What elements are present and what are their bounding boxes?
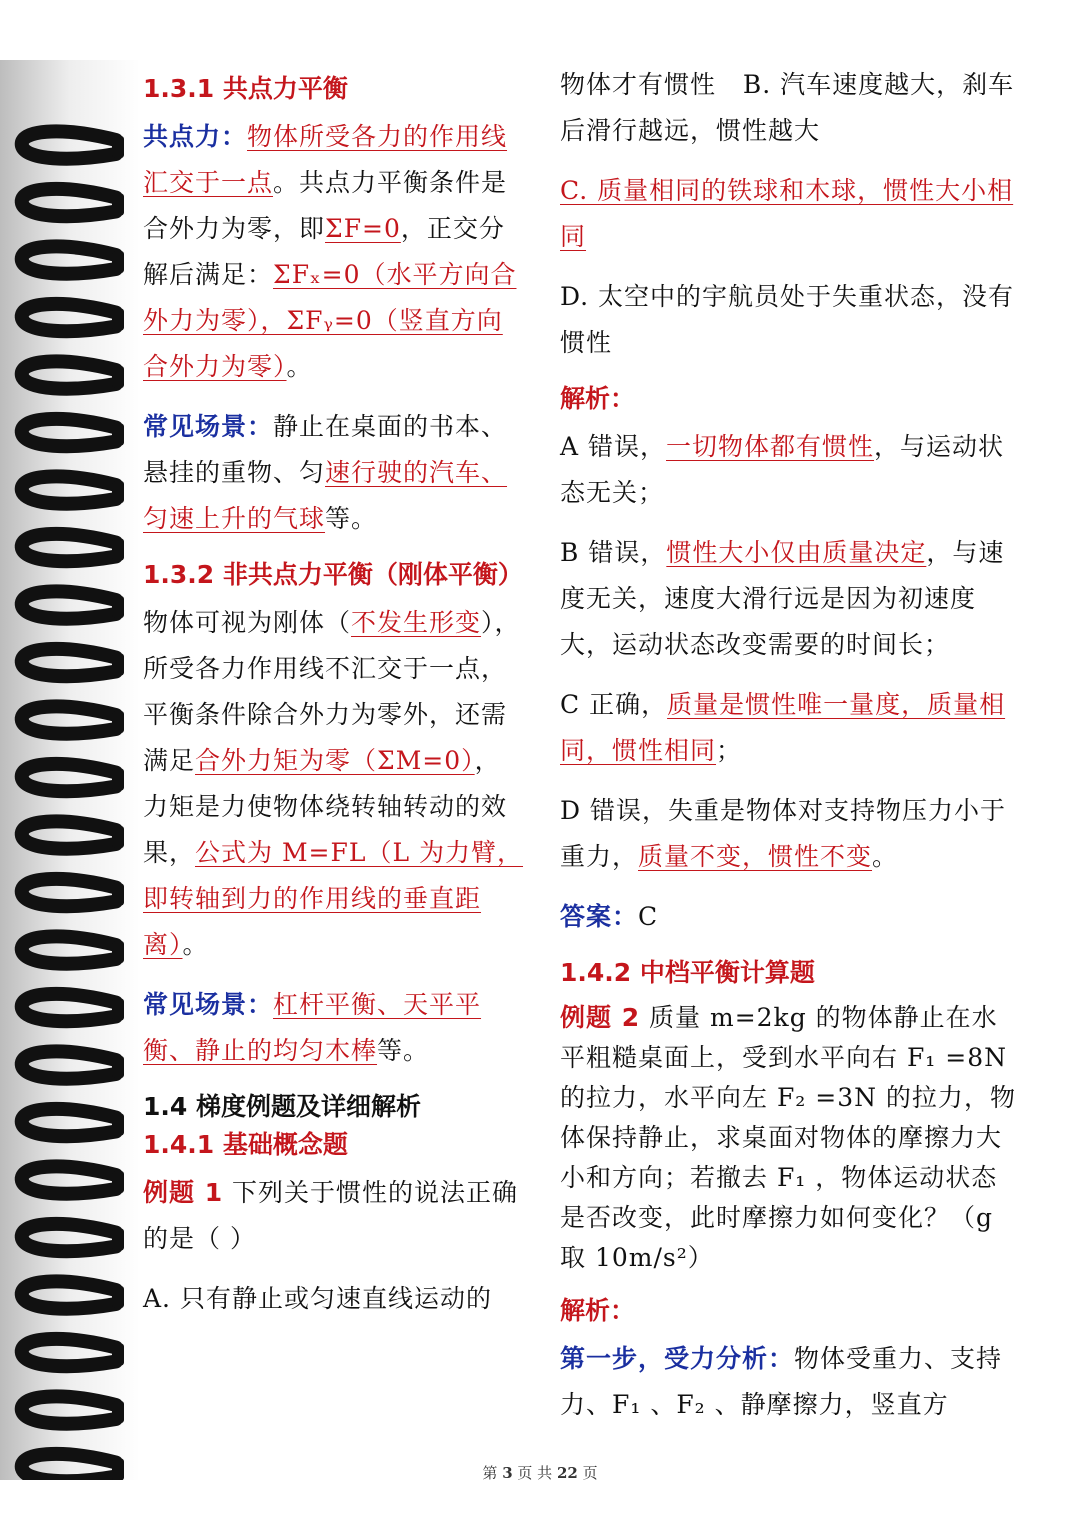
definition-text: 物体所受各力的作用线汇交于一点 [143,122,508,197]
heading-1-3-1: 1.3.1 共点力平衡 [143,74,348,103]
binding-hole [112,1401,124,1423]
binding-hole [112,136,124,158]
highlight-no-deformation: 不发生形变 [351,608,482,637]
binding-hole [112,481,124,503]
example-2 [560,998,1020,1278]
text: C 正确， [560,690,668,719]
binding-hole [112,654,124,676]
highlight-torque-formula: 公式为 M=FL（L 为力臂，即转轴到力的作用线的垂直距离） [143,838,524,959]
text: ； [716,736,743,765]
analysis-2-label: 解析： [560,1296,636,1325]
option-a: A. 只有静止或匀速直线运动的 [143,1284,492,1313]
text: D 错误，失重是物体对支持物压力小于重力， [560,796,1006,871]
binding-hole [112,539,124,561]
text: 页 [577,1464,598,1482]
binding-hole [112,366,124,388]
example-1 [143,1170,523,1262]
text: 。 [872,842,899,871]
example-1-label: 例题 1 [143,1178,224,1207]
text: 等。 [377,1036,430,1065]
highlight-text: 一切物体都有惯性 [666,432,875,461]
label-common-scenes: 常见场景： [143,412,274,441]
binding-hole [112,1229,124,1251]
binding-hole [112,1056,124,1078]
text: 。 [286,352,313,381]
text: 等。 [325,504,378,533]
step-1-label: 第一步，受力分析： [560,1344,795,1373]
paragraph-concurrent-force [143,114,523,390]
text: ，与运动状态无关； [560,432,1005,507]
answer-label: 答案： [560,902,639,931]
binding-hole [112,596,124,618]
label-concurrent-force: 共点力： [143,122,248,151]
text: 第 [482,1464,503,1482]
highlight-text: 质量不变，惯性不变 [638,842,873,871]
analysis-b [560,530,1020,668]
paragraph-common-scenes-2 [143,982,523,1074]
binding-hole [112,884,124,906]
binding-hole [112,769,124,791]
highlight-text: 质量是惯性唯一量度，质量相同，惯性相同 [560,690,1006,765]
step-1 [560,1336,1020,1428]
spiral-binding [0,60,140,1480]
option-c: C. 质量相同的铁球和木球，惯性大小相同 [560,176,1014,251]
example-2-text: 质量 m=2kg 的物体静止在水平粗糙桌面上，受到水平向右 F₁ =8N 的拉力，水平向左 F₂ =3N 的拉力，物体保持静止，求桌面对物体的摩擦力大小和方向；若撤去 F₁ ，物体运动状态是否改变，此时摩擦力如何变化？（g 取 10m/s²） [560,1003,1016,1272]
binding-hole [112,999,124,1021]
heading-1-3-2: 1.3.2 非共点力平衡（刚体平衡） [143,560,523,589]
analysis-c [560,682,1020,774]
binding-hole [112,1114,124,1136]
binding-hole [112,251,124,273]
binding-hole [112,1344,124,1366]
equation-components: ΣFₓ=0（水平方向合外力为零），ΣFᵧ=0（竖直方向合外力为零） [143,260,517,381]
binding-hole [112,711,124,733]
text: 。共点力平衡条件是合外力为零，即 [143,168,508,243]
option-d: D. 太空中的宇航员处于失重状态，没有惯性 [560,282,1015,357]
text: 页 共 [512,1464,557,1482]
highlight-text: 速行驶的汽车、匀速上升的气球 [143,458,508,533]
binding-hole [112,941,124,963]
analysis-label: 解析： [560,384,636,413]
step-1-text: 物体受重力、支持力、F₁ 、F₂ 、静摩擦力，竖直方 [560,1344,1003,1419]
binding-hole [112,424,124,446]
binding-hole [112,194,124,216]
binding-hole [112,1286,124,1308]
heading-1-4-1: 1.4.1 基础概念题 [143,1130,348,1159]
analysis-a [560,424,1020,516]
text: 物体才有惯性 [560,70,717,99]
text: B 错误， [560,538,667,567]
paragraph-rigid-body [143,600,523,968]
example-1-text: 下列关于惯性的说法正确的是（ ） [143,1178,519,1253]
heading-1-4: 1.4 梯度例题及详细解析 [143,1092,421,1121]
answer-value: C [638,902,659,931]
answer [560,894,1020,940]
text: A 错误， [560,432,667,461]
text: ，正交分解后满足： [143,214,505,289]
total-pages: 22 [556,1464,578,1482]
highlight-torque-zero: 合外力矩为零（ΣM=0） [195,746,475,775]
right-column [560,62,1020,1442]
option-b: B. 汽车速度越大，刹车后滑行越远，惯性越大 [560,70,1015,145]
current-page: 3 [502,1464,513,1482]
text: 。 [182,930,209,959]
text: 物体可视为刚体（ [143,608,352,637]
label-common-scenes: 常见场景： [143,990,274,1019]
binding-hole [112,309,124,331]
text: ，与速度无关，速度大滑行远是因为初速度大，运动状态改变需要的时间长； [560,538,1005,659]
option-a-continued [560,62,1020,154]
text: 静止在桌面的书本、悬挂的重物、匀 [143,412,508,487]
heading-1-4-2: 1.4.2 中档平衡计算题 [560,958,815,987]
paragraph-common-scenes-1 [143,404,523,542]
binding-hole [112,1171,124,1193]
highlight-text: 惯性大小仅由质量决定 [666,538,927,567]
example-2-label: 例题 2 [560,1003,641,1032]
binding-hole [112,826,124,848]
equation-sum-f: ΣF=0 [325,214,401,243]
highlight-text: 杠杆平衡、天平平衡、静止的均匀木棒 [143,990,482,1065]
text: ），所受各力作用线不汇交于一点，平衡条件除合外力为零外，还需满足 [143,608,521,775]
page-footer [0,1462,1080,1483]
text: ，力矩是力使物体绕转轴转动的效果， [143,746,508,867]
left-column [143,62,523,1336]
analysis-d [560,788,1020,880]
